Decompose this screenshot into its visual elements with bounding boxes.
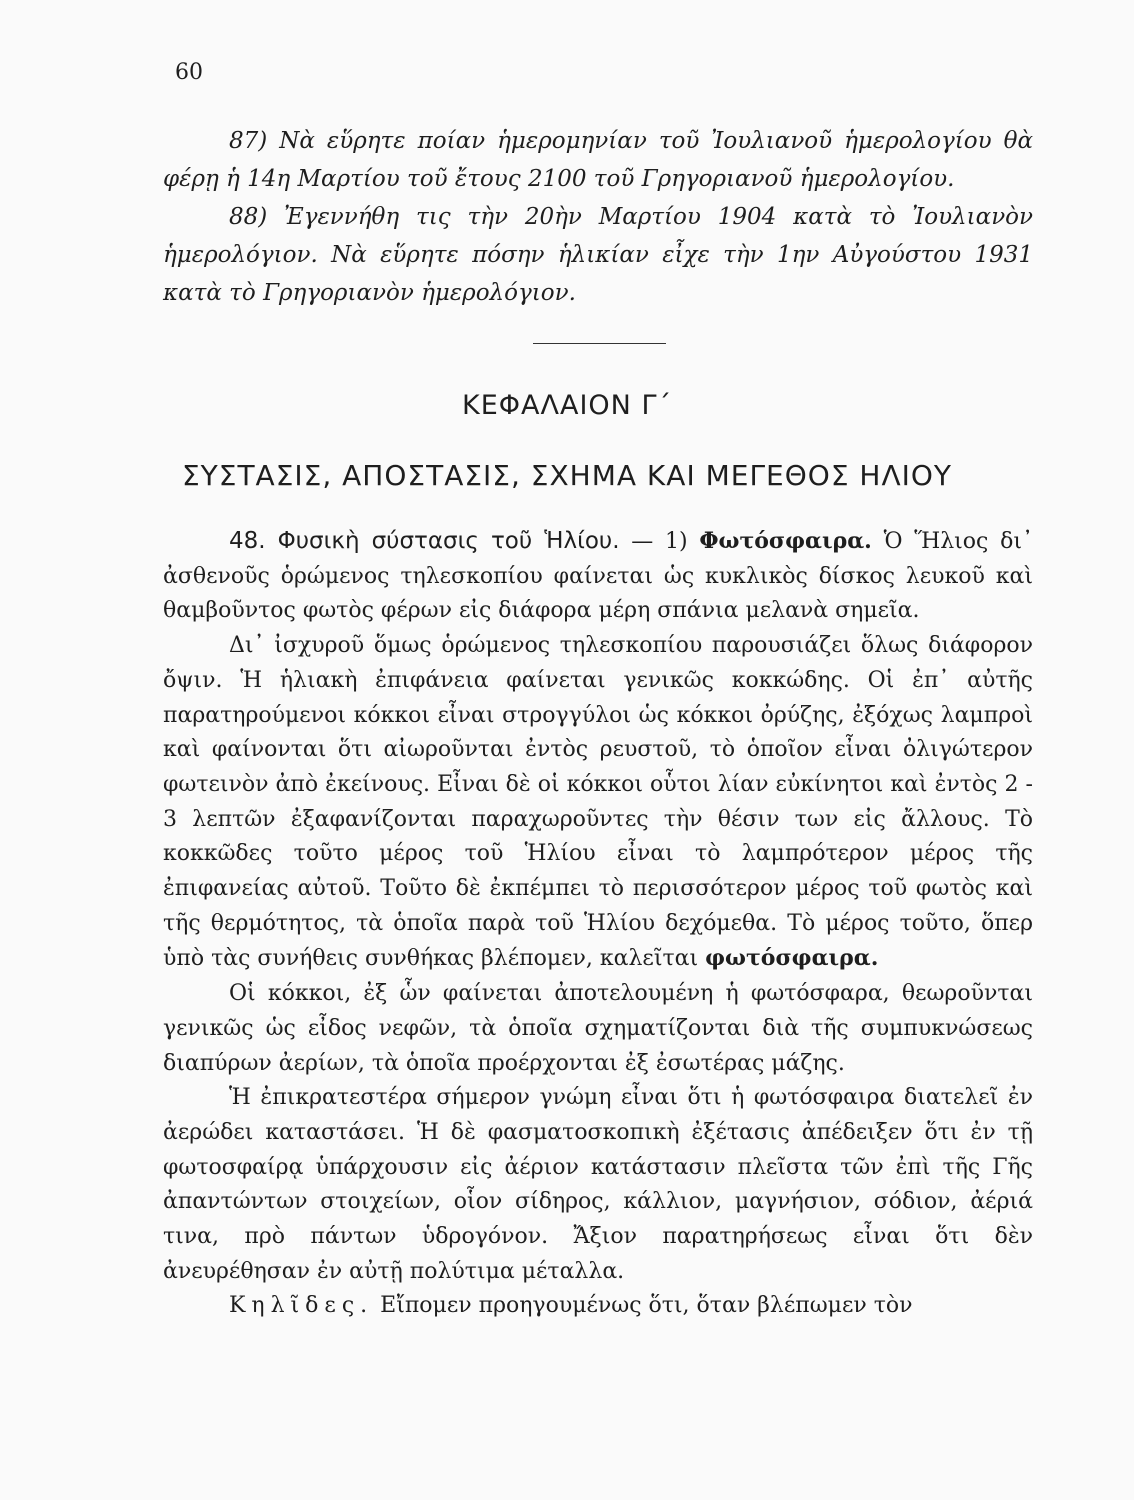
paragraph-5 — [163, 1289, 1033, 1324]
chapter-title: ΣΥΣΤΑΣΙΣ, ΑΠΟΣΤΑΣΙΣ, ΣΧΗΜΑ ΚΑΙ ΜΕΓΕΘΟΣ ΗΛΙΟΥ — [181, 459, 953, 492]
section-subtitle: Φωτόσφαιρα. — [699, 528, 872, 554]
paragraph-4: Ἡ ἐπικρατεστέρα σήμερον γνώμη εἶναι ὅτι ἡ φωτόσφαιρα διατελεῖ ἐν ἀερώδει καταστάσει. Ἡ δὲ φασματοσκοπικὴ ἐξέτασις ἀπέδειξεν ὅτι ἐν τῇ φωτοσφαίρᾳ ὑπάρχουσιν εἰς ἀέριον κατάστασιν πλεῖστα τῶν ἐπὶ τῆς Γῆς ἀπαντώντων στοιχείων, οἷον σίδηρος, κάλλιον, μαγνήσιον, σόδιον, ἀέριά τινα, πρὸ πάντων ὑδρογόνον. Ἄξιον παρατηρήσεως εἶναι ὅτι δὲν ἀνευρέθησαν ἐν αὐτῇ πολύτιμα μέταλλα. — [163, 1085, 1033, 1284]
paragraph-2-text: Δι᾽ ἰσχυροῦ ὅμως ὁρώμενος τηλεσκοπίου παρουσιάζει ὅλως διάφορον ὄψιν. Ἡ ἡλιακὴ ἐπιφάνεια φαίνεται γενικῶς κοκκώδης. Οἱ ἐπ᾽ αὐτῆς παρατηρούμενοι κόκκοι εἶναι στρογγύλοι ὡς κόκκοι ὀρύζης, ἐξόχως λαμπροὶ καὶ φαίνονται ὅτι αἰωροῦνται ἐντὸς ρευστοῦ, τὸ ὁποῖον εἶναι ὀλιγώτερον φωτεινὸν ἀπὸ ἐκείνους. Εἶναι δὲ οἱ κόκκοι οὗτοι λίαν εὐκίνητοι καὶ ἐντὸς 2 - 3 λεπτῶν ἐξαφανίζονται παραχωροῦντες τὴν θέσιν των εἰς ἄλλους. Τὸ κοκκῶδες τοῦτο μέρος τοῦ Ἡλίου εἶναι τὸ λαμπρότερον μέρος τῆς ἐπιφανείας αὐτοῦ. Τοῦτο δὲ ἐκπέμπει τὸ περισσότερον μέρος τοῦ φωτὸς καὶ τῆς θερμότητος, τὰ ὁποῖα παρὰ τοῦ Ἡλίου δεχόμεθα. Τὸ μέρος τοῦτο, ὅπερ ὑπὸ τὰς συνήθεις συνθήκας βλέπομεν, καλεῖται — [163, 633, 1033, 972]
paragraph-1-text: Ὁ Ἥλιος δι᾽ ἀσθενοῦς ὁρώμενος τηλεσκοπίου φαίνεται ὡς κυκλικὸς δίσκος λευκοῦ καὶ θαμβοῦντος φωτὸς φέρων εἰς διάφορα μέρη σπάνια μελανὰ σημεῖα. — [163, 529, 1033, 624]
paragraph-1 — [163, 524, 1033, 629]
exercise-87: 87) Νὰ εὕρητε ποίαν ἡμερομηνίαν τοῦ Ἰουλιανοῦ ἡμερολογίου θὰ φέρῃ ἡ 14η Μαρτίου τοῦ ἔτους 2100 τοῦ Γρηγοριανοῦ ἡμερολογίου. — [163, 128, 1033, 192]
section-dash-number: — 1) — [631, 529, 688, 554]
section-body — [163, 524, 1033, 1324]
exercises-block — [163, 122, 1033, 312]
section-title: 48. Φυσικὴ σύστασις τοῦ Ἡλίου. — [229, 528, 620, 554]
exercise-88: 88) Ἐγεννήθη τις τὴν 20ὴν Μαρτίου 1904 κατὰ τὸ Ἰουλιανὸν ἡμερολόγιον. Νὰ εὕρητε πόσην ἡλικίαν εἶχε τὴν 1ην Αὐγούστου 1931 κατὰ τὸ Γρηγοριανὸν ἡμερολόγιον. — [163, 204, 1033, 306]
chapter-label: ΚΕΦΑΛΑΙΟΝ Γ΄ — [462, 390, 672, 421]
page-number: 60 — [175, 60, 203, 85]
paragraph-3: Οἱ κόκκοι, ἐξ ὧν φαίνεται ἀποτελουμένη ἡ φωτόσφαρα, θεωροῦνται γενικῶς ὡς εἶδος νεφῶν, τὰ ὁποῖα σχηματίζονται διὰ τῆς συμπυκνώσεως διαπύρων ἀερίων, τὰ ὁποῖα προέρχονται ἐξ ἐσωτέρας μάζης. — [163, 981, 1033, 1076]
paragraph-5-text: Εἴπομεν προηγουμένως ὅτι, ὅταν βλέπωμεν τὸν — [380, 1293, 913, 1319]
term-sunspots: Κηλῖδες. — [229, 1293, 374, 1319]
paragraph-2 — [163, 629, 1033, 977]
divider-rule — [533, 343, 666, 344]
term-photosphere: φωτόσφαιρα. — [705, 945, 879, 972]
